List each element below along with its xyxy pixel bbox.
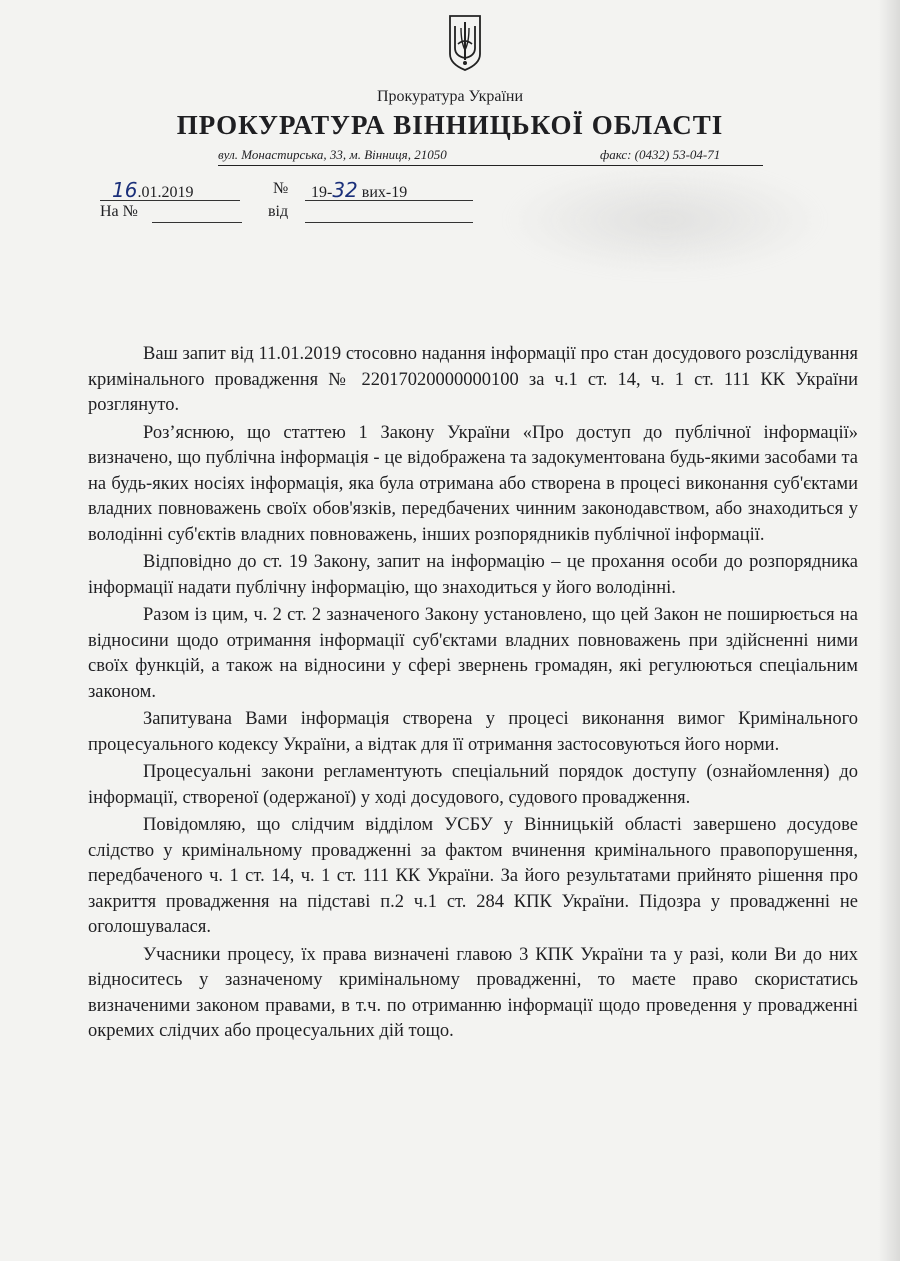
address-text: вул. Монастирська, 33, м. Вінниця, 21050 — [218, 147, 447, 162]
outgoing-date — [112, 178, 193, 202]
paragraph-investigation-result: Повідомляю, що слідчим відділом УСБУ у Вінницькій області завершено досудове слідство у кримінальному провадженні за фактом вчинення кримінального правопорушення, передбаченого ч. 1 ст. 14, ч. 1 ст. 111 КК України. За його результатами прийнято рішення про закриття провадження на підставі п.2 ч.1 ст. 284 КПК України. Підозра у провадженні не оголошувалася. — [88, 815, 858, 937]
number-suffix: вих-19 — [361, 184, 408, 201]
paragraph-request-definition: Відповідно до ст. 19 Закону, запит на інформацію – це прохання особи до розпорядника інформації надати публічну інформацію, що знаходиться у його володінні. — [88, 552, 858, 598]
reply-from-label: від — [268, 203, 289, 220]
paragraph-procedural-laws: Процесуальні закони регламентують спеціальний порядок доступу (ознайомлення) до інформації, створеної (одержаної) у ході досудового, судового провадження. — [88, 762, 858, 808]
number-handwritten: 32 — [332, 178, 358, 202]
header-divider — [218, 165, 763, 166]
date-day-handwritten: 16 — [112, 178, 138, 202]
reply-date-underline — [305, 222, 473, 223]
fax-text: факс: (0432) 53-04-71 — [600, 147, 721, 162]
date-underline — [100, 200, 240, 201]
paragraph-participants-rights: Учасники процесу, їх права визначені главою 3 КПК України та у разі, коли Ви до них відноситесь у зазначеному кримінальному провадженні, то маєте право скористатись визначеними законом правами, в т.ч. по отриманню інформації щодо проведення у провадженні окремих слідчих або процесуальних дій тощо. — [88, 944, 858, 1041]
number-prefix: 19- — [311, 184, 333, 201]
paragraph-criminal-code: Запитувана Вами інформація створена у процесі виконання вимог Кримінального процесуального кодексу України, а відтак для її отримання застосовуються його норми. — [88, 709, 858, 755]
outgoing-number — [311, 178, 407, 202]
paragraph-law-definition: Роз’яснюю, що статтею 1 Закону України «Про доступ до публічної інформації» визначено, що публічна інформація - це відображена та задокументована будь-якими засобами та на будь-яких носіях інформація, яка була отримана або створена в процесі виконання суб'єктами владних повноважень своїх обов'язків, передбачених чинним законодавством, або знаходиться у володінні суб'єктів владних повноважень, інших розпорядників публічної інформації. — [88, 422, 858, 545]
blurred-recipient-area — [505, 165, 825, 275]
ministry-name: Прокуратура України — [376, 88, 524, 105]
paragraph-law-scope: Разом із цим, ч. 2 ст. 2 зазначеного Закону установлено, що цей Закон не поширюється на відносини щодо отримання інформації суб'єктами владних повноважень при здійсненні ними своїх функцій, а також на відносини у сфері звернень громадян, які регулюються спеціальним законом. — [88, 605, 858, 702]
number-label: № — [273, 180, 289, 197]
trident-emblem-icon — [447, 14, 483, 72]
date-month-year: .01.2019 — [137, 184, 194, 201]
reply-number-underline — [152, 222, 242, 223]
number-underline — [305, 200, 473, 201]
organization-title: ПРОКУРАТУРА ВІННИЦЬКОЇ ОБЛАСТІ — [176, 110, 724, 140]
page-edge-shadow — [878, 0, 900, 1261]
letter-body — [88, 342, 858, 1045]
reply-number-label: На № — [100, 203, 138, 220]
paragraph-request: Ваш запит від 11.01.2019 стосовно надання інформації про стан досудового розслідування кримінального провадження № 22017020000000100 за ч.1 ст. 14, ч. 1 ст. 111 КК України розглянуто. — [88, 344, 858, 415]
